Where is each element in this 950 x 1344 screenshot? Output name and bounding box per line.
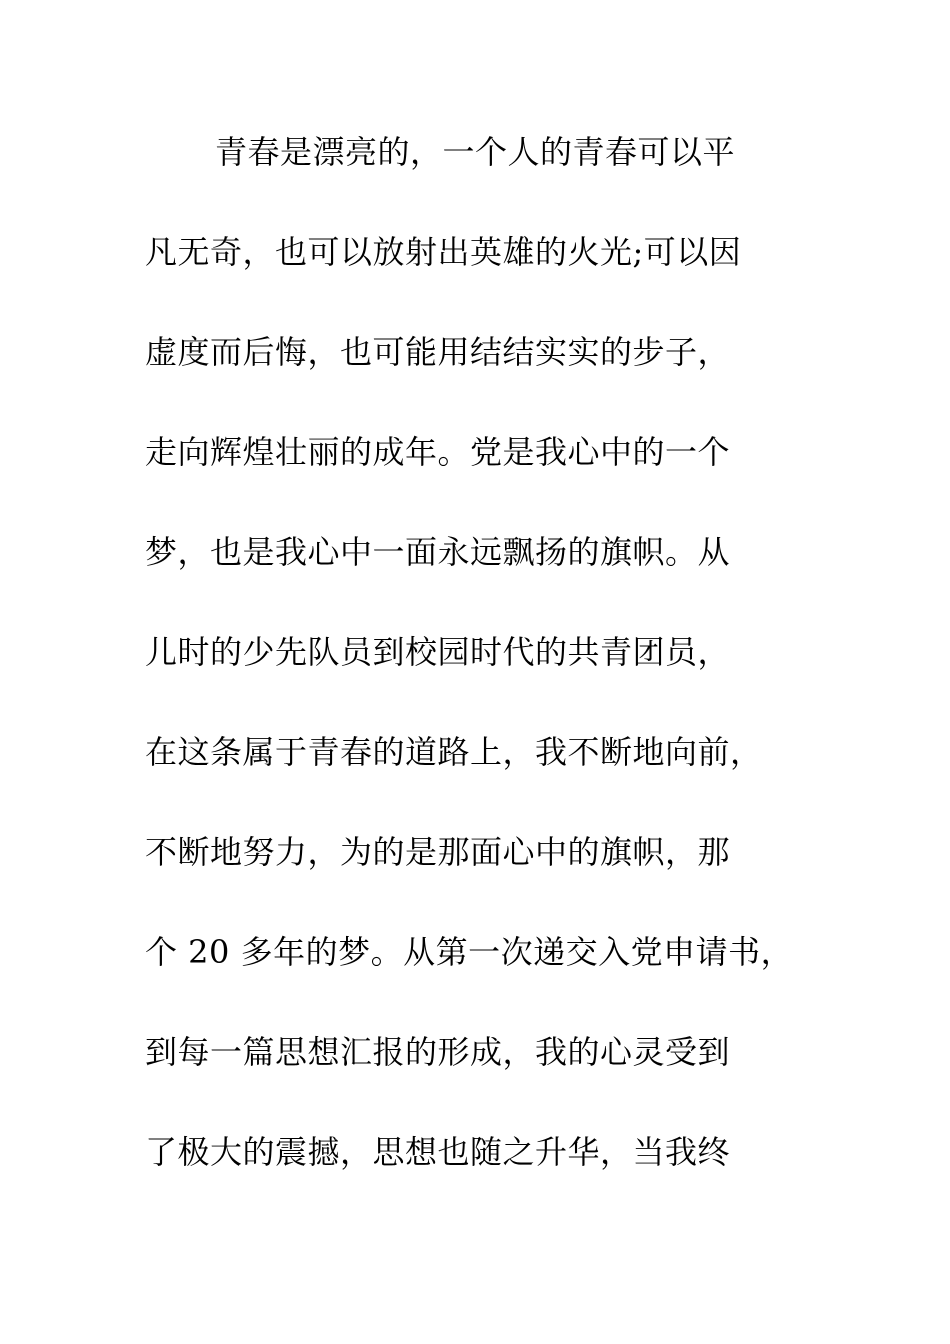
- paragraph-line-3: 虚度而后悔，也可能用结结实实的步子，: [145, 333, 731, 371]
- paragraph-line-9: 个 20 多年的梦。从第一次递交入党申请书，: [145, 933, 794, 971]
- paragraph-line-1: 青春是漂亮的，一个人的青春可以平: [215, 133, 736, 171]
- paragraph-line-4: 走向辉煌壮丽的成年。党是我心中的一个: [145, 433, 731, 471]
- paragraph-line-2: 凡无奇，也可以放射出英雄的火光;可以因: [145, 233, 742, 271]
- paragraph-line-7: 在这条属于青春的道路上，我不断地向前，: [145, 733, 763, 771]
- paragraph-line-11: 了极大的震撼，思想也随之升华，当我终: [145, 1133, 731, 1171]
- paragraph-line-5: 梦，也是我心中一面永远飘扬的旗帜。从: [145, 533, 731, 571]
- paragraph-line-10: 到每一篇思想汇报的形成，我的心灵受到: [145, 1033, 731, 1071]
- paragraph-line-8: 不断地努力，为的是那面心中的旗帜，那: [145, 833, 731, 871]
- paragraph-line-6: 儿时的少先队员到校园时代的共青团员，: [145, 633, 731, 671]
